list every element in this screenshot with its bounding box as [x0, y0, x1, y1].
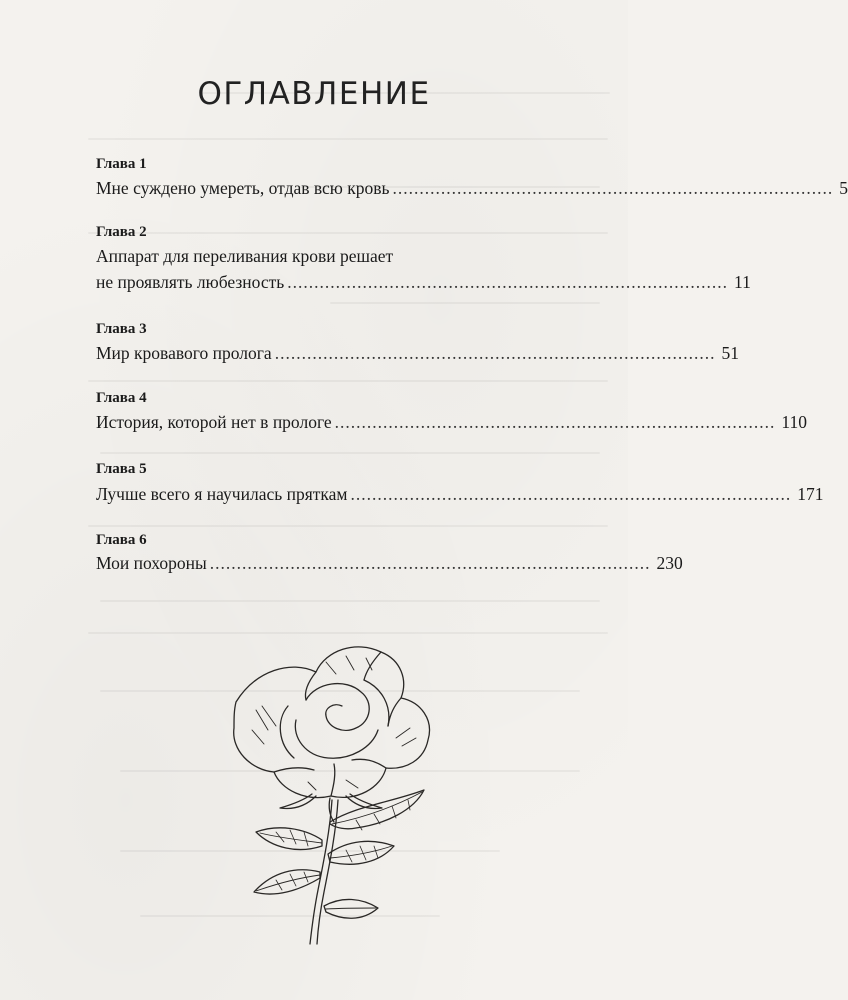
bleed-through-line — [100, 600, 600, 602]
toc-entry-page: 5 — [839, 178, 848, 198]
toc-entry-page: 110 — [781, 412, 808, 432]
toc-entry-page: 51 — [721, 343, 739, 363]
leader-dots: .................................................................................. — [274, 343, 716, 363]
leader-dots: .................................................................................. — [209, 553, 651, 573]
leader-dots: .................................................................................. — [392, 178, 834, 198]
toc-entry-title: Мир кровавого пролога — [96, 343, 272, 363]
toc-entry[interactable] — [96, 272, 751, 293]
leader-dots: .................................................................................. — [350, 484, 792, 504]
chapter-label: Глава 6 — [96, 532, 147, 548]
bleed-through-line — [88, 138, 608, 140]
toc-entry-title-line1: Аппарат для переливания крови решает — [96, 246, 394, 266]
leader-dots: .................................................................................. — [334, 412, 776, 432]
leader-dots: .................................................................................. — [287, 272, 728, 292]
toc-entry-page: 171 — [797, 484, 824, 504]
bleed-through-line — [88, 232, 608, 234]
chapter-label: Глава 1 — [96, 156, 147, 172]
bleed-through-line — [100, 452, 600, 454]
toc-entry[interactable] — [96, 553, 683, 574]
toc-entry-title: Лучше всего я научилась пряткам — [96, 484, 348, 504]
bleed-through-line — [88, 525, 608, 527]
chapter-label: Глава 3 — [96, 321, 147, 337]
toc-entry-title: Мне суждено умереть, отдав всю кровь — [96, 178, 390, 198]
toc-entry[interactable] — [96, 484, 824, 505]
toc-entry-page: 11 — [733, 272, 751, 292]
toc-entry[interactable] — [96, 178, 848, 199]
rose-icon — [196, 610, 476, 950]
chapter-label: Глава 4 — [96, 390, 147, 406]
chapter-label: Глава 2 — [96, 224, 147, 240]
chapter-label: Глава 5 — [96, 461, 147, 477]
toc-entry-page: 230 — [656, 553, 683, 573]
bleed-through-line — [330, 302, 600, 304]
toc-entry[interactable] — [96, 343, 739, 364]
bleed-through-line — [88, 380, 608, 382]
toc-entry-title: не проявлять любезность — [96, 272, 285, 292]
toc-entry-title: Мои похороны — [96, 553, 207, 573]
page-title: ОГЛАВЛЕНИЕ — [197, 76, 431, 112]
toc-entry-title: История, которой нет в прологе — [96, 412, 332, 432]
toc-entry[interactable] — [96, 412, 808, 433]
